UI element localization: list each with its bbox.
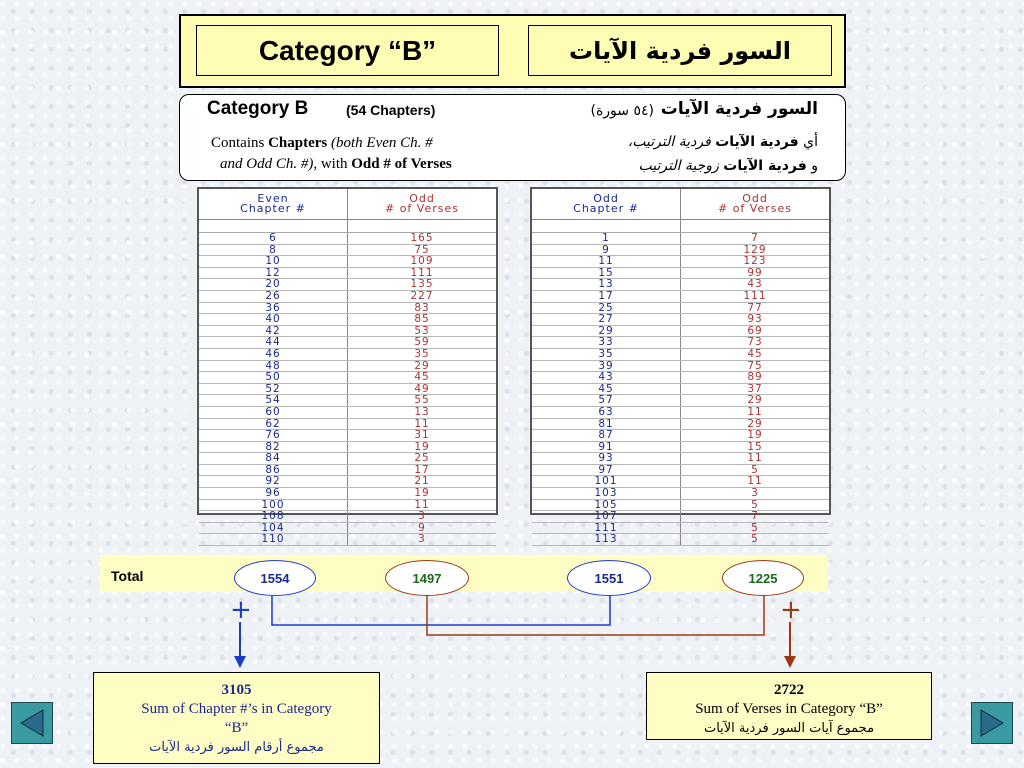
sum-verses-box [646, 672, 932, 740]
description-line-2 [220, 156, 452, 173]
chapter-cell: 110 [199, 534, 348, 545]
category-title: Category B [207, 98, 309, 119]
chapter-cell: 48 [199, 361, 348, 372]
verses-cell: 45 [747, 347, 763, 360]
chapter-cell: 11 [532, 256, 681, 267]
chapter-cell: 25 [532, 303, 681, 314]
chapter-cell: 9 [532, 245, 681, 256]
even-chapters-table [197, 187, 498, 546]
chapter-cell: 103 [532, 488, 681, 499]
ar-line2-b: فردية الآيات [723, 158, 807, 174]
verses-cell: 11 [747, 405, 763, 418]
verses-cell: 29 [414, 359, 430, 372]
chapter-cell: 50 [199, 372, 348, 383]
chapter-cell: 39 [532, 361, 681, 372]
header-line: Chapter # [240, 202, 306, 215]
table-row [532, 534, 829, 546]
chapter-cell: 108 [199, 511, 348, 522]
table-row [199, 361, 496, 373]
header-line: Odd [593, 192, 619, 205]
chapter-cell: 46 [199, 349, 348, 360]
chapter-cell: 27 [532, 314, 681, 325]
verses-cell: 5 [751, 463, 759, 476]
table-rows [532, 233, 829, 546]
sum-chapters-text-2: “B” [224, 720, 249, 736]
verses-cell: 5 [751, 498, 759, 511]
table-row [532, 291, 829, 303]
ar-line1-c: فردية الترتيب، [627, 134, 716, 150]
table-row [532, 430, 829, 442]
table-row [532, 233, 829, 245]
header-odd-chapter [532, 189, 681, 219]
header-line: Odd [409, 192, 435, 205]
chapters-count: (54 Chapters) [346, 102, 436, 118]
table-row [532, 268, 829, 280]
verses-cell: 3 [418, 533, 426, 546]
sum-verses-text: Sum of Verses in Category “B” [695, 701, 883, 717]
table-row [532, 419, 829, 431]
table-row [532, 326, 829, 338]
verses-cell: 13 [414, 405, 430, 418]
plus-sign-right: + [780, 595, 802, 625]
chapter-cell: 13 [532, 279, 681, 290]
ar-line1-b: فردية الآيات [715, 134, 799, 150]
verses-cell: 83 [414, 301, 430, 314]
table-row [199, 395, 496, 407]
chapter-cell: 60 [199, 407, 348, 418]
header-line: Odd [742, 192, 768, 205]
arabic-description-line-2 [639, 158, 819, 174]
verses-cell: 123 [743, 255, 767, 268]
chapter-cell: 45 [532, 384, 681, 395]
chapter-cell: 96 [199, 488, 348, 499]
table-row [532, 314, 829, 326]
table-header [532, 189, 829, 220]
chapter-cell: 26 [199, 291, 348, 302]
verses-cell: 19 [414, 440, 430, 453]
verses-cell: 69 [747, 324, 763, 337]
ar-line1-a: أي [798, 134, 818, 150]
arabic-description-line-1 [628, 134, 818, 150]
blue-connector [272, 596, 610, 625]
header-line: # of Verses [717, 202, 792, 215]
verses-cell: 53 [414, 324, 430, 337]
chapter-cell: 33 [532, 337, 681, 348]
table-row [532, 361, 829, 373]
verses-cell: 3 [751, 487, 759, 500]
table-row [199, 430, 496, 442]
odd-chapters-table [530, 187, 831, 546]
sum-chapters-text: Sum of Chapter #’s in Category [141, 701, 332, 717]
table-rows [199, 233, 496, 546]
chapter-cell: 43 [532, 372, 681, 383]
table-row [199, 372, 496, 384]
blue-arrow-head [234, 656, 246, 668]
table-row [199, 465, 496, 477]
chapter-cell: 10 [199, 256, 348, 267]
table-row [199, 326, 496, 338]
verses-cell: 11 [747, 475, 763, 488]
plus-sign-left: + [230, 595, 252, 625]
verses-cell: 55 [414, 394, 430, 407]
chapter-cell: 97 [532, 465, 681, 476]
brown-arrow-head [784, 656, 796, 668]
verses-cell: 7 [751, 510, 759, 523]
sum-verses-arabic: مجموع آيات السور فردية الآيات [703, 721, 875, 736]
line2-bold: Odd # of Verses [351, 156, 452, 172]
verses-cell: 45 [414, 371, 430, 384]
line2-italic: and Odd Ch. #), [220, 156, 318, 172]
verses-cell: 59 [414, 336, 430, 349]
table-row [199, 314, 496, 326]
chapter-cell: 92 [199, 476, 348, 487]
verses-cell: 75 [414, 243, 430, 256]
verses-cell: 25 [414, 452, 430, 465]
table-row [532, 349, 829, 361]
verses-cell: 29 [747, 417, 763, 430]
chapter-cell: 29 [532, 326, 681, 337]
table-row [199, 511, 496, 523]
verses-cell: 21 [414, 475, 430, 488]
chapter-cell: 15 [532, 268, 681, 279]
table-row [199, 488, 496, 500]
table-row [199, 268, 496, 280]
table-spacer [532, 220, 829, 233]
header-even-chapter [199, 189, 348, 219]
total-label: Total [111, 568, 144, 584]
table-row [532, 395, 829, 407]
verses-cell: 111 [743, 289, 767, 302]
table-row [199, 476, 496, 488]
sum-chapters-arabic: مجموع أرقام السور فردية الآيات [149, 740, 324, 755]
table-row [532, 465, 829, 477]
chapter-cell: 36 [199, 303, 348, 314]
verses-cell: 19 [747, 429, 763, 442]
chapter-cell: 84 [199, 453, 348, 464]
chapter-cell: 76 [199, 430, 348, 441]
table-row [532, 453, 829, 465]
chapter-cell: 87 [532, 430, 681, 441]
verses-cell: 109 [410, 255, 434, 268]
verses-cell: 37 [747, 382, 763, 395]
total-odd-chapters: 1551 [567, 560, 651, 596]
chapter-cell: 113 [532, 534, 681, 545]
verses-cell: 75 [747, 359, 763, 372]
arabic-category-title: السور فردية الآيات [660, 99, 818, 119]
verses-cell: 11 [747, 452, 763, 465]
header-line: Chapter # [573, 202, 639, 215]
table-row [199, 337, 496, 349]
verses-cell: 7 [751, 232, 759, 244]
sum-verses-number: 2722 [774, 682, 804, 698]
chapter-cell: 104 [199, 523, 348, 534]
verses-cell: 3 [418, 510, 426, 523]
sum-chapters-number: 3105 [221, 682, 252, 698]
chapter-cell: 86 [199, 465, 348, 476]
chapter-cell: 20 [199, 279, 348, 290]
contains-italic: (both Even Ch. # [327, 135, 433, 151]
verses-cell: 15 [747, 440, 763, 453]
table-row [199, 523, 496, 535]
table-row [199, 279, 496, 291]
verses-cell: 227 [410, 289, 434, 302]
chapter-cell: 93 [532, 453, 681, 464]
triangle-right-icon [972, 703, 1012, 743]
table-row [199, 233, 496, 245]
table-row [199, 245, 496, 257]
table-row [532, 279, 829, 291]
description-line-1 [211, 135, 433, 152]
total-odd-verses: 1225 [722, 560, 804, 596]
chapter-cell: 101 [532, 476, 681, 487]
next-slide-button[interactable] [971, 702, 1013, 744]
chapter-cell: 54 [199, 395, 348, 406]
verses-cell: 73 [747, 336, 763, 349]
chapter-cell: 42 [199, 326, 348, 337]
table-row [199, 407, 496, 419]
chapter-cell: 63 [532, 407, 681, 418]
chapter-cell: 35 [532, 349, 681, 360]
header-odd-verses [348, 189, 496, 219]
verses-cell: 31 [414, 429, 430, 442]
table-row [532, 511, 829, 523]
table-row [199, 303, 496, 315]
table-row [532, 523, 829, 535]
table-row [532, 476, 829, 488]
chapter-cell: 62 [199, 419, 348, 430]
verses-cell: 43 [747, 278, 763, 291]
brown-connector [427, 596, 764, 635]
chapter-cell: 8 [199, 245, 348, 256]
verses-cell: 5 [751, 521, 759, 534]
verses-cell: 17 [414, 463, 430, 476]
verses-cell: 49 [414, 382, 430, 395]
chapter-cell: 57 [532, 395, 681, 406]
table-row [532, 500, 829, 512]
table-row [199, 256, 496, 268]
chapter-cell: 91 [532, 442, 681, 453]
chapter-cell: 44 [199, 337, 348, 348]
contains-prefix: Contains [211, 135, 269, 151]
table-spacer [199, 220, 496, 233]
table-row [199, 442, 496, 454]
verses-cell: 85 [414, 313, 430, 326]
total-even-chapters: 1554 [234, 560, 316, 596]
sum-chapters-box [93, 672, 380, 764]
table-row [199, 291, 496, 303]
table-row [199, 453, 496, 465]
chapter-cell: 1 [532, 233, 681, 244]
chapter-cell: 107 [532, 511, 681, 522]
verses-cell: 35 [414, 347, 430, 360]
table-row [532, 337, 829, 349]
verses-cell: 9 [418, 521, 426, 534]
contains-bold: Chapters [268, 135, 328, 151]
table-row [199, 534, 496, 546]
table-header [199, 189, 496, 220]
verses-cell: 29 [747, 394, 763, 407]
verses-cell: 165 [410, 232, 434, 244]
title-arabic: السور فردية الآيات [528, 25, 832, 76]
verses-cell: 11 [414, 417, 430, 430]
previous-slide-button[interactable] [11, 702, 53, 744]
table-row [199, 349, 496, 361]
table-row [532, 384, 829, 396]
chapter-cell: 6 [199, 233, 348, 244]
verses-cell: 93 [747, 313, 763, 326]
table-row [199, 384, 496, 396]
table-row [199, 419, 496, 431]
verses-cell: 135 [410, 278, 434, 291]
header-line: # of Verses [384, 202, 459, 215]
table-row [532, 442, 829, 454]
header-odd-verses [681, 189, 829, 219]
verses-cell: 89 [747, 371, 763, 384]
verses-cell: 11 [414, 498, 430, 511]
chapter-cell: 40 [199, 314, 348, 325]
total-even-verses: 1497 [385, 560, 469, 596]
verses-cell: 19 [414, 487, 430, 500]
chapter-cell: 111 [532, 523, 681, 534]
table-row [532, 303, 829, 315]
chapter-cell: 12 [199, 268, 348, 279]
verses-cell: 5 [751, 533, 759, 546]
chapter-cell: 52 [199, 384, 348, 395]
line2-with: with [317, 156, 352, 172]
chapter-cell: 81 [532, 419, 681, 430]
verses-cell: 129 [743, 243, 767, 256]
verses-cell: 111 [410, 266, 434, 279]
table-row [532, 245, 829, 257]
title-english: Category “B” [196, 25, 499, 76]
chapter-cell: 17 [532, 291, 681, 302]
arabic-chapters-count: (٥٤ سورة) [590, 103, 654, 119]
verses-cell: 99 [747, 266, 763, 279]
chapter-cell: 100 [199, 500, 348, 511]
chapter-cell: 82 [199, 442, 348, 453]
table-row [199, 500, 496, 512]
header-line: Even [257, 192, 289, 205]
ar-line2-a: و [806, 158, 818, 174]
ar-line2-c: زوجية الترتيب [638, 158, 724, 174]
chapter-cell: 105 [532, 500, 681, 511]
table-row [532, 256, 829, 268]
table-row [532, 407, 829, 419]
triangle-left-icon [12, 703, 52, 743]
table-row [532, 372, 829, 384]
verses-cell: 77 [747, 301, 763, 314]
table-row [532, 488, 829, 500]
